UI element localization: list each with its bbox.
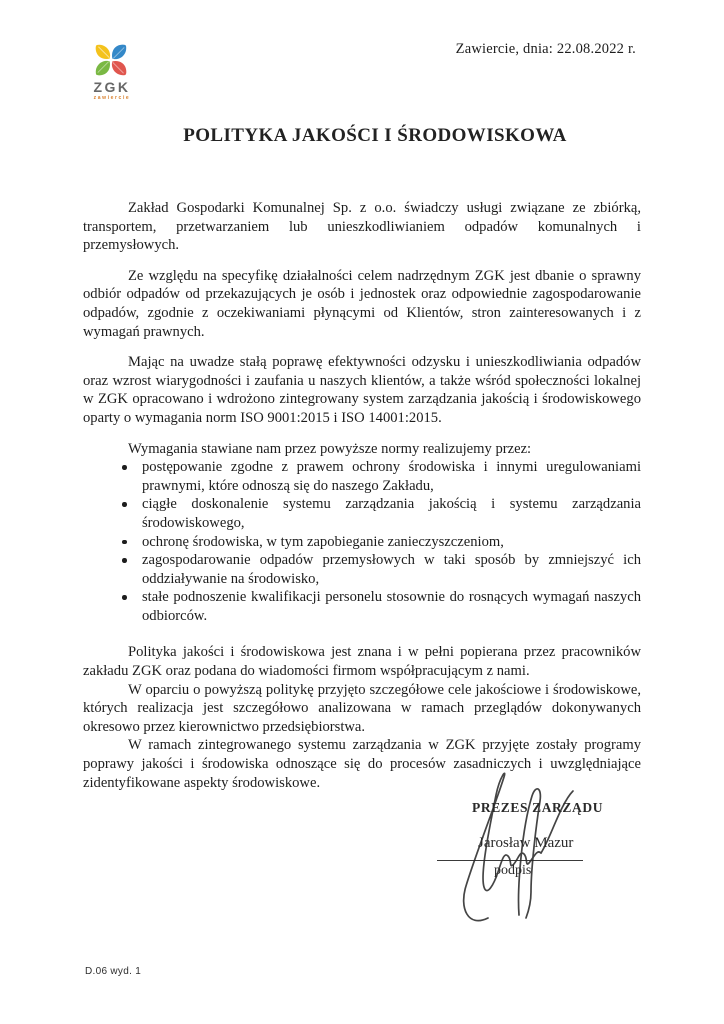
document-code: D.06 wyd. 1 (85, 966, 142, 977)
paragraph-iso-system: Mając na uwadze stałą poprawę efektywności odzysku i unieszkodliwiania odpadów oraz wzrost wiarygodności i zaufania u naszych klientów, a także wśród społeczności lokalnej w ZGK opracowano i wdrożono zintegrowany system zarządzania jakością i środowiskowego oparty o wymagania norm ISO 9001:2015 i ISO 14001:2015. (83, 354, 641, 426)
paragraph-intro-company: Zakład Gospodarki Komunalnej Sp. z o.o. świadczy usługi związane ze zbiórką, transportem, przetwarzaniem lub unieszkodliwianiem odpadów komunalnych i przemysłowych. (83, 200, 641, 254)
zgk-leaves-icon (94, 43, 128, 77)
paragraph-goal: Ze względu na specyfikę działalności celem nadrzędnym ZGK jest dbanie o sprawny odbiór odpadów od przekazujących je osób i jednostek oraz odpowiednie zagospodarowanie odpadów, zgodnie z oczekiwaniami płynącymi od Klientów, stron zainteresowanych i z wymagań prawnych. (83, 267, 641, 340)
signature-caption: podpis (494, 863, 532, 878)
logo-name: ZGK (93, 79, 131, 95)
policy-bullet-list (83, 458, 641, 625)
logo-subtitle: zawiercie (93, 95, 131, 101)
list-item: stałe podnoszenie kwalifikacji personelu stosownie do rosnących wymagań naszych odbiorców. (142, 589, 641, 624)
signature-name: Jarosław Mazur (478, 835, 574, 851)
list-intro: Wymagania stawiane nam przez powyższe normy realizujemy przez: (128, 440, 532, 457)
list-item: ciągłe doskonalenie systemu zarządzania jakością i systemu zarządzania środowiskowego, (142, 496, 641, 531)
date-line: Zawiercie, dnia: 22.08.2022 r. (455, 41, 636, 57)
paragraph-policy-known: Polityka jakości i środowiskowa jest znana i w pełni popierana przez pracowników zakładu ZGK oraz podana do wiadomości firmom współpracującym z nami. (83, 644, 641, 680)
list-item: postępowanie zgodne z prawem ochrony środowiska i innymi uregulowaniami prawnymi, które odnoszą się do naszego Zakładu, (142, 459, 641, 494)
list-item: ochronę środowiska, w tym zapobieganie zanieczyszczeniom, (142, 533, 641, 552)
list-item: zagospodarowanie odpadów przemysłowych w taki sposób by zmniejszyć ich oddziaływanie na środowisko, (142, 552, 641, 587)
signature-role: PREZES ZARZĄDU (472, 800, 604, 815)
paragraph-programs: W ramach zintegrowanego systemu zarządzania w ZGK przyjęte zostały programy poprawy jakości i środowiska odnoszące się do procesów zasadniczych i uwzględniające zidentyfikowane aspekty środowiskowe. (83, 737, 641, 791)
paragraph-goals-review: W oparciu o powyższą politykę przyjęto szczegółowe cele jakościowe i środowiskowe, których realizacja jest szczegółowo analizowana w ramach przeglądów dokonywanych okresowo przez kierownictwo przedsiębiorstwa. (83, 681, 641, 735)
signature-line (437, 860, 583, 861)
company-logo (88, 43, 134, 101)
document-title: POLITYKA JAKOŚCI I ŚRODOWISKOWA (183, 125, 567, 146)
document-body (83, 199, 641, 792)
